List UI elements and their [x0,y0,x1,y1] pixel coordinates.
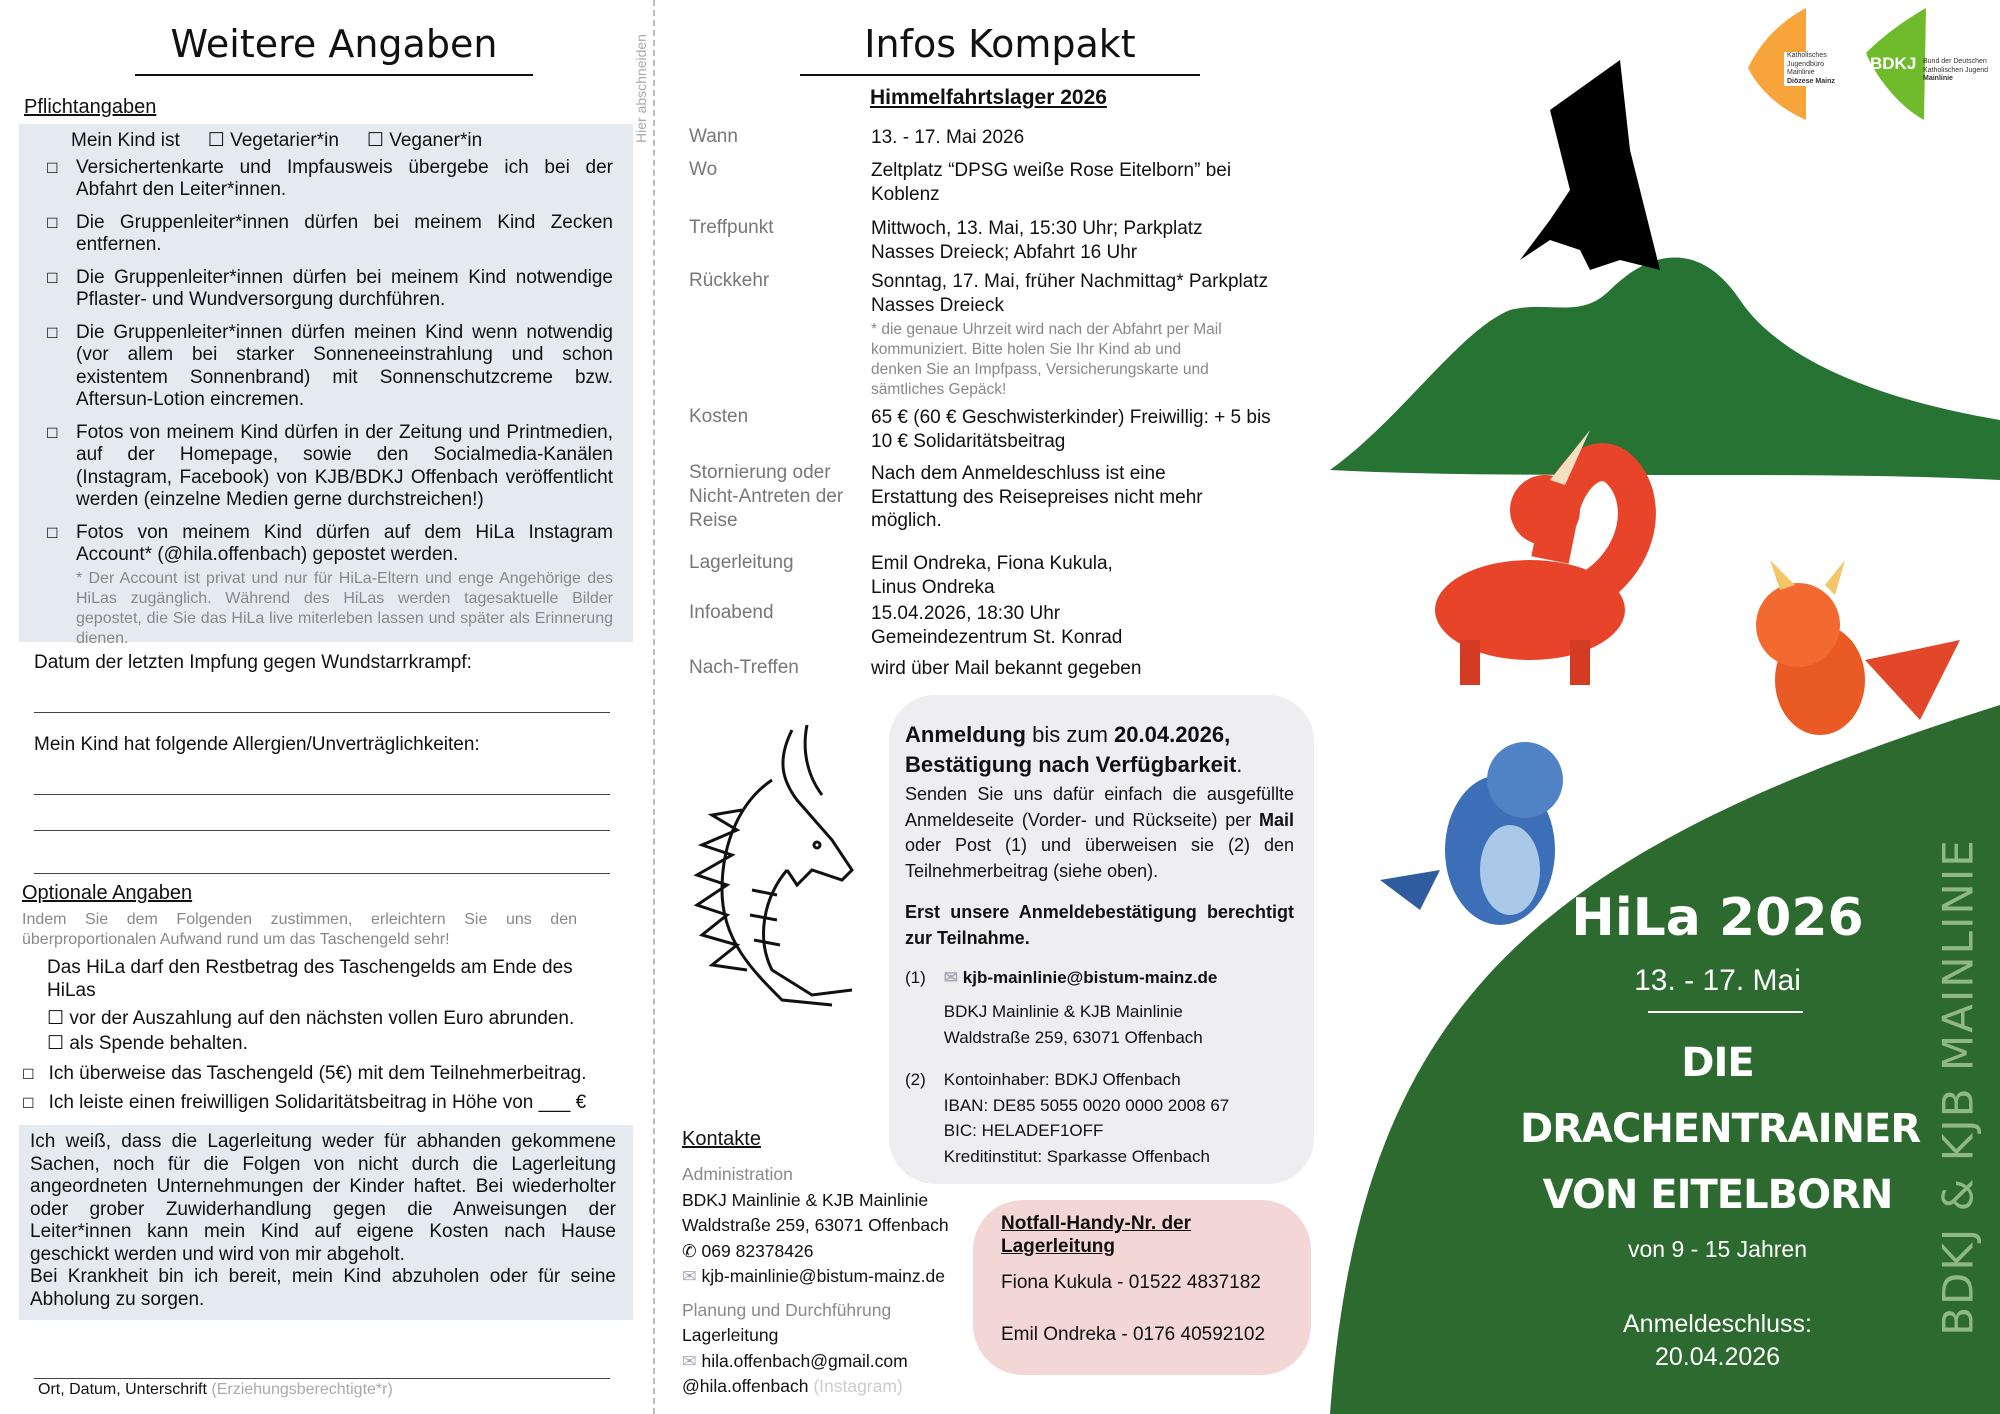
emergency-contact: Emil Ondreka - 0176 40592102 [1001,1324,1266,1345]
info-label: Wann [689,126,738,147]
left-title: Weitere Angaben [135,22,533,76]
registration-email[interactable]: ✉ kjb-mainlinie@bistum-mainz.de [943,968,1218,987]
bdkj-logo-text: Bund der Deutschen Katholischen Jugend Mainlinie [1923,58,1988,82]
cover-deadline: Anmeldeschluss: 20.04.2026 [1623,1310,1812,1371]
optional-intro: Indem Sie dem Folgenden zustimmen, erleichtern Sie uns den überproportionalen Aufwand rund um das Taschengeld sehr! [22,911,577,948]
checkbox[interactable]: ☐ [46,214,59,231]
cut-hint: Hier abschneiden [633,34,649,143]
allergy-input-1[interactable] [34,794,610,795]
rest-option-donate[interactable]: ☐ als Spende behalten. [47,1033,248,1054]
diet-prefix: Mein Kind ist [71,130,180,151]
bdkj-logo [1866,8,2000,120]
divider [1648,1011,1803,1013]
cover-ages: von 9 - 15 Jahren [1627,1236,1807,1262]
info-label: Rückkehr [689,270,770,291]
info-label: Infoabend [689,602,774,623]
allergy-input-3[interactable] [34,873,610,874]
post-address: (1) ✉ kjb-mainlinie@bistum-mainz.de BDKJ Mainlinie & KJB Mainlinie Waldstraße 259, 63071 Offenbach [905,965,1294,1051]
cover-title: HiLa 2026 [1571,888,1864,948]
required-box [19,124,633,647]
orange-dragon-icon [1756,560,1960,735]
info-value: wird über Mail bekannt gegeben [871,658,1142,679]
optional-check-pocket-money[interactable]: ☐ Ich überweise das Taschengeld (5€) mit dem Teilnehmerbeitrag. [22,1063,587,1084]
middle-subtitle: Himmelfahrtslager 2026 [870,86,1107,109]
optional-heading: Optionale Angaben [22,882,193,904]
info-value: 13. - 17. Mai 2026 [871,127,1025,148]
check-item[interactable]: ☐ Fotos von meinem Kind dürfen in der Zeitung und Printmedien, auf der Homepage, sowie den Socialmedia-Kanälen (Instagram, Facebook) von KJB/BDKJ Offenbach veröffentlicht werden (einzelne Medien gerne durchstreichen!) [46,421,613,510]
bdkj-mark: BDKJ [1870,54,1917,73]
mail-icon: ✉ [682,1350,697,1371]
rest-text: Das HiLa darf den Restbetrag des Taschengelds am Ende des HiLas [47,957,573,1001]
cover-theme: DIE DRACHENTRAINER VON EITELBORN [1520,1040,1921,1218]
flying-dragon-icon [1520,60,1660,270]
tetanus-label: Datum der letzten Impfung gegen Wundstarrkrampf: [34,652,472,673]
liability-box [19,1125,633,1320]
phone[interactable]: ✆ 069 82378426 [682,1240,814,1261]
info-label: Lagerleitung [689,552,794,573]
allergy-label: Mein Kind hat folgende Allergien/Unverträglichkeiten: [34,734,480,755]
registration-headline: Anmeldung bis zum 20.04.2026, Bestätigung nach Verfügbarkeit. [905,722,1243,777]
cut-line [653,0,655,1414]
info-value: 15.04.2026, 18:30 Uhr Gemeindezentrum St. Konrad [871,603,1123,648]
check-item[interactable]: ☐ Versichertenkarte und Impfausweis übergebe ich bei der Abfahrt den Leiter*innen. [46,156,613,200]
info-value: 65 € (60 € Geschwisterkinder) Freiwillig: + 5 bis 10 € Solidaritätsbeitrag [871,407,1271,452]
contacts-heading: Kontakte [682,1128,761,1150]
diet-vegetarian[interactable]: ☐ Vegetarier*in [207,130,339,151]
mail-icon: ✉ [682,1266,697,1286]
diet-vegan[interactable]: ☐ Veganer*in [366,130,483,151]
confirm-text: Erst unsere Anmeldebestätigung berechtigt zur Teilnahme. [905,902,1294,948]
info-value: Sonntag, 17. Mai, früher Nachmittag* Parkplatz Nasses Dreieck [871,271,1269,316]
info-value: Zeltplatz “DPSG weiße Rose Eitelborn” bei Koblenz [871,160,1232,205]
emergency-box [973,1200,1311,1375]
mail-icon: ✉ [943,968,959,987]
vertical-brand: BDKJ & KJB MAINLINIE [1933,838,1983,1336]
info-label: Treffpunkt [689,217,774,238]
liability-text: Ich weiß, dass die Lagerleitung weder für abhanden gekommene Sachen, noch für die Folgen von nicht durch die Lagerleitung angeordneten Unternehmungen der Kinder haftet. Bei wiederholter oder grober Zuwiderhandlung gegen die Anweisungen der Leiter*innen kann mein Kind auf eigene Kosten nach Hause geschickt werden und wird von mir abgeholt. [30,1131,616,1265]
instagram-note: * Der Account ist privat und nur für HiLa-Eltern und enge Angehörige des HiLas zugänglich. Während des HiLas werden tagesaktuelle Bilder gepostet, die Sie das HiLa live miterleben lassen und später als Erinnerung dienen. [76,569,613,647]
cover-dates: 13. - 17. Mai [1634,964,1801,997]
registration-text: Senden Sie uns dafür einfach die ausgefüllte Anmeldeseite (Vorder- und Rückseite) per Mail oder Post (1) und überweisen sie (2) den Teilnehmerbeitrag (siehe oben). [905,784,1294,881]
checkbox[interactable]: ☐ [46,524,59,541]
phone-icon: ✆ [682,1240,697,1261]
admin-email[interactable]: ✉ kjb-mainlinie@bistum-mainz.de [682,1266,945,1286]
illness-text: Bei Krankheit bin ich bereit, mein Kind abzuholen oder für seine Abholung zu sorgen. [30,1266,616,1310]
instagram-handle[interactable]: @hila.offenbach (Instagram) [682,1376,903,1396]
registration-box [889,695,1314,1184]
return-note: * die genaue Uhrzeit wird nach der Abfahrt per Mail kommuniziert. Bitte holen Sie Ihr Kind ab und denken Sie an Impfpass, Versicherungskarte und sämtliches Gepäck! [871,321,1222,398]
contacts-block: Administration BDKJ Mainlinie & KJB Mainlinie Waldstraße 259, 63071 Offenbach ✆ 069 82378426 ✉ kjb-mainlinie@bistum-mainz.de Planung und Durchführung Lagerleitung ✉ hila.offenbach@gmail.com @hila.offenbach (Instagram) [682,1162,949,1400]
check-item[interactable]: ☐ Die Gruppenleiter*innen dürfen bei meinem Kind Zecken entfernen. [46,211,613,255]
check-item[interactable]: ☐ Die Gruppenleiter*innen dürfen meinen Kind wenn notwendig (vor allem bei starker Sonneneeinstrahlung und schon existentem Sonnenbrand) mit Sonnenschutzcreme bzw. Aftersun-Lotion eincremen. [46,321,613,410]
tetanus-input[interactable] [34,712,610,713]
checkbox[interactable]: ☐ [46,269,59,286]
emergency-contact: Fiona Kukula - 01522 4837182 [1001,1272,1261,1293]
emergency-heading: Notfall-Handy-Nr. der Lagerleitung [1001,1213,1192,1257]
signature-input[interactable] [34,1378,610,1379]
kjb-logo [1748,8,1858,120]
info-label: Kosten [689,406,749,427]
optional-check-solidarity[interactable]: ☐ Ich leiste einen freiwilligen Solidaritätsbeitrag in Höhe von ___ € [22,1092,587,1113]
info-label: Stornierung oder Nicht-Antreten der Reise [689,462,844,531]
check-item[interactable]: ☐ Fotos von meinem Kind dürfen auf dem HiLa Instagram Account* (@hila.offenbach) gepostet werden. [46,521,613,565]
signature-label: Ort, Datum, Unterschrift (Erziehungsberechtigte*r) [38,1381,393,1398]
dragon-sketch-icon [682,720,862,1020]
rest-option-round[interactable]: ☐ vor der Auszahlung auf den nächsten vollen Euro abrunden. [47,1008,575,1029]
allergy-input-2[interactable] [34,830,610,831]
info-label: Wo [689,159,718,180]
info-value: Emil Ondreka, Fiona Kukula, Linus Ondreka [871,553,1113,598]
info-value: Nach dem Anmeldeschluss ist eine Erstattung des Reisepreises nicht mehr möglich. [871,463,1203,531]
plan-email[interactable]: ✉ hila.offenbach@gmail.com [682,1350,908,1371]
checkbox[interactable]: ☐ [46,424,59,441]
diet-row [71,130,613,153]
bank-details: (2) Kontoinhaber: BDKJ Offenbach IBAN: DE85 5055 0020 0000 2008 67 BIC: HELADEF1OFF Kreditinstitut: Sparkasse Offenbach [905,1070,1230,1166]
mountain [1330,258,2000,481]
middle-title: Infos Kompakt [800,22,1200,76]
checkbox[interactable]: ☐ [46,324,59,341]
required-heading: Pflichtangaben [24,96,157,118]
check-item[interactable]: ☐ Die Gruppenleiter*innen dürfen bei meinem Kind notwendige Pflaster- und Wundversorgung durchführen. [46,266,613,310]
info-value: Mittwoch, 13. Mai, 15:30 Uhr; Parkplatz Nasses Dreieck; Abfahrt 16 Uhr [871,218,1203,263]
info-label: Nach-Treffen [689,657,799,678]
kjb-logo-text: Katholisches Jugendbüro Mainlinie Diözese Mainz [1784,52,1835,86]
checkbox[interactable]: ☐ [46,159,59,176]
